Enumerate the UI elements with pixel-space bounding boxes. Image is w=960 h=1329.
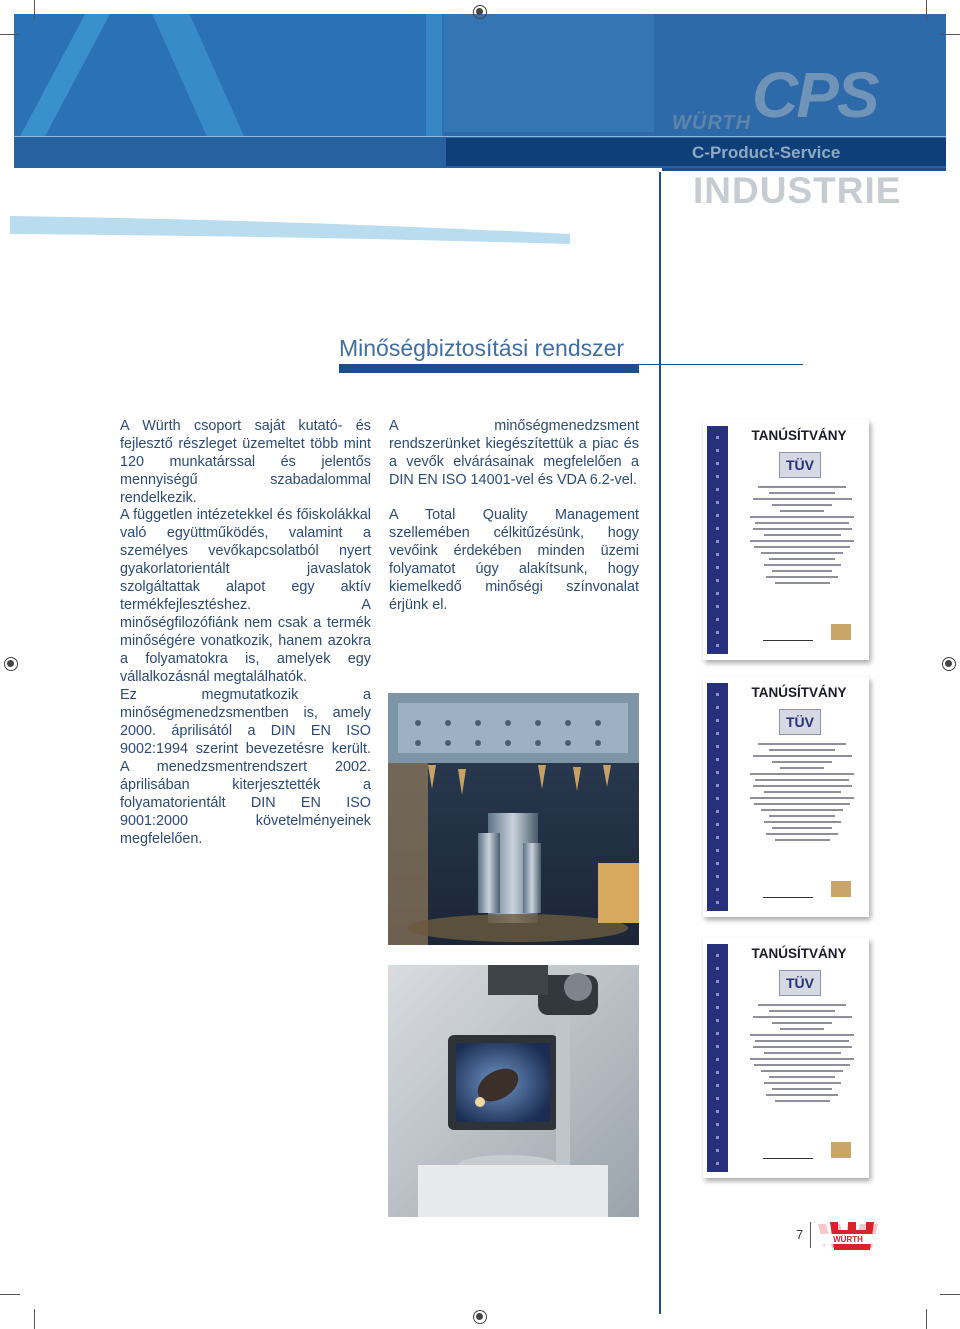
crop-mark [926,1309,927,1329]
paragraph: Ez megmutatkozik a minőségmenedzsmentben is, amely 2000. áprilisától a DIN EN ISO 9002:1994 szerint bevezetésre került. A menedzsmentrendszert 2002. áprilisában kiterjesztették a folyamatorientált DIN EN ISO 9001:2000 követelményeinek megfelelően. [120,687,371,847]
registration-mark [4,657,18,671]
paragraph: A Würth csoport saját kutató- és fejlesztő részleget üzemeltet több mint 120 munkatárssal és jelentős mennyiségű szabadalommal rendelkezik. [120,418,371,506]
tuv-mark: TÜV [779,709,821,735]
wurth-logo-label: WÜRTH [833,1235,863,1244]
registration-mark [473,5,487,19]
crop-mark [940,1294,960,1295]
certificate [703,938,869,1178]
wurth-logo-text: WÜRTH [672,112,752,134]
registration-mark [942,657,956,671]
title-underline-line [639,364,803,365]
paragraph: A független intézetekkel és főiskolákkal való együttműködés, valamint a személyes vevőkapcsolatból nyert gyakorlatorientált javaslatok szolgáltattak alapot egy aktív termékfejlesztéshez. A minőségfilozófiánk nem csak a termék minőségére vonatkozik, hanem azokra a folyamatokra is, amelyek egy vállalkozásnál megtalálhatók. [120,507,371,685]
signature [763,1148,813,1159]
crop-mark [34,0,35,20]
certificate-title: TANÚSÍTVÁNY [751,685,847,700]
seal [831,624,851,640]
page-separator [810,1222,811,1248]
section-title: Minőségbiztosítási rendszer [339,335,625,361]
crop-mark [0,1294,20,1295]
certificate-title: TANÚSÍTVÁNY [751,428,847,443]
cps-logo: CPS [752,59,878,131]
page-number: 7 [796,1227,804,1242]
title-underline-bar [339,364,639,373]
registration-mark [473,1310,487,1324]
microscope-photo [388,965,639,1217]
crop-mark [34,1309,35,1329]
signature [763,887,813,898]
paragraph: A Total Quality Management szellemében célkitűzésünk, hogy vevőink érdekében minden üzemi folyamatot úgy alakítsunk, hogy kiemelkedő minőségi színvonalat érjünk el. [389,507,639,613]
signature [763,630,813,641]
tuv-mark: TÜV [779,452,821,478]
light-blue-swoosh [10,214,570,244]
industrie-heading: INDUSTRIE [693,170,902,211]
vertical-rule [659,172,661,1314]
crop-mark [0,34,20,35]
seal [831,881,851,897]
seal [831,1142,851,1158]
cps-subtitle: C-Product-Service [692,143,841,162]
wurth-logo [816,1220,880,1252]
paragraph: A minőségmenedzsment rendszerünket kiegészítettük a piac és a vevők elvárásainak megfelelően a DIN EN ISO 14001-vel és VDA 6.2-vel. [389,418,639,488]
certificate [703,420,869,660]
certificate-title: TANÚSÍTVÁNY [751,946,847,961]
crop-mark [940,34,960,35]
crop-mark [926,0,927,20]
certificate [703,677,869,917]
machine-photo [388,693,639,945]
tuv-mark: TÜV [779,970,821,996]
